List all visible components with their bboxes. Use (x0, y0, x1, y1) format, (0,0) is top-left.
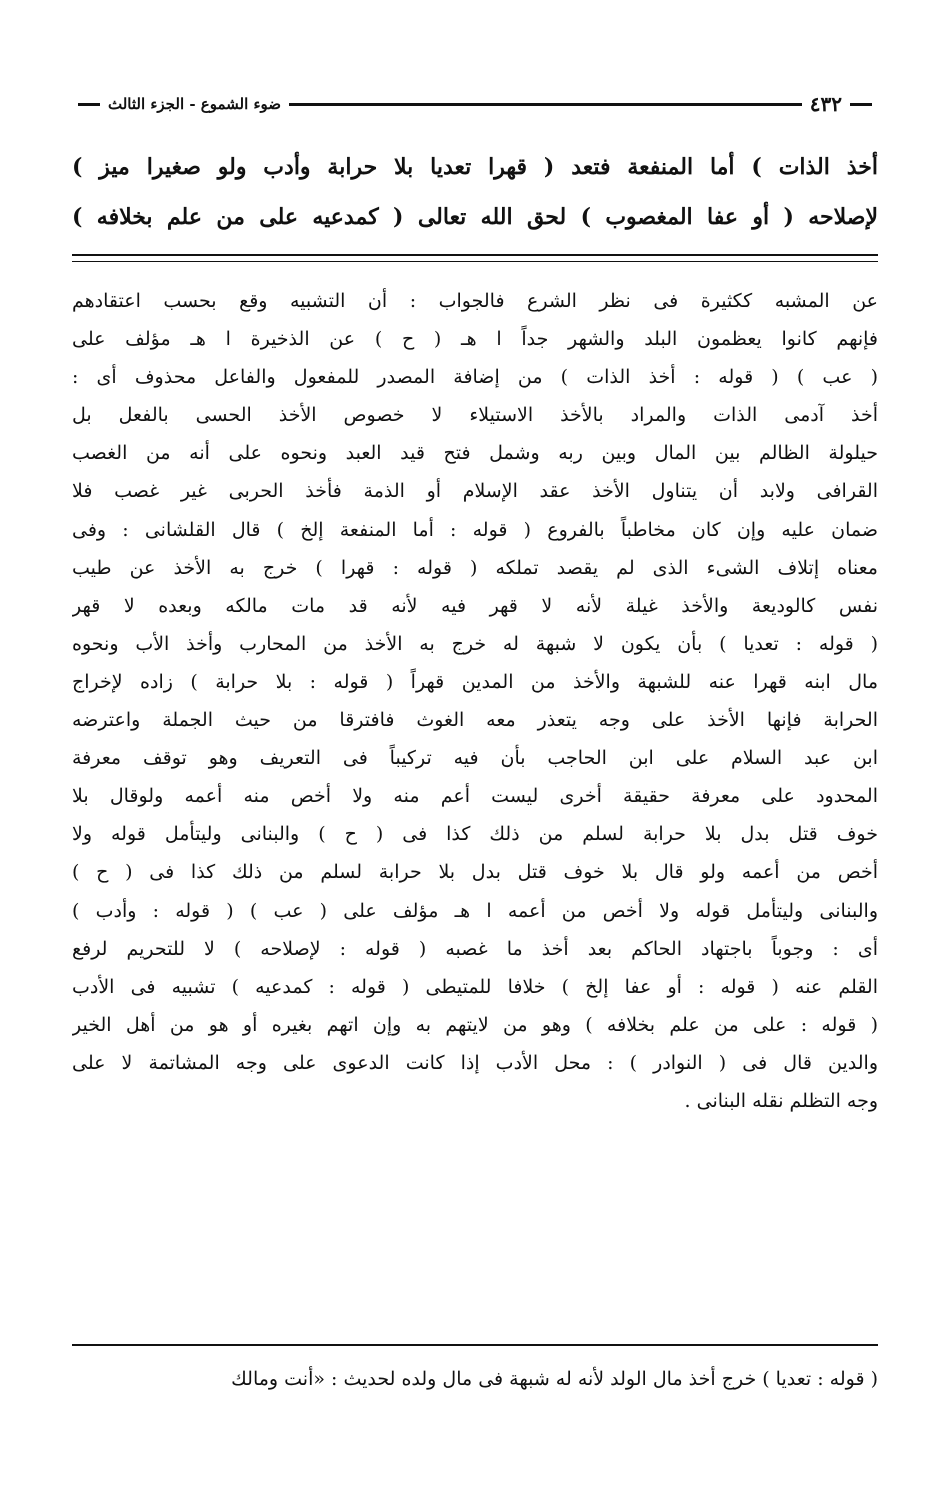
commentary-line: ابن عبد السلام على ابن الحاجب بأن فيه تركيباً فى التعريف وهو توقف معرفة (72, 747, 878, 770)
commentary-line: ضمان عليه وإن كان مخاطباً بالفروع ( قوله : أما المنفعة إلخ ) قال القلشانى : وفى (72, 518, 878, 541)
separator-rule-thick (72, 254, 878, 256)
header-rule-left (78, 103, 100, 106)
commentary-line: معناه إتلاف الشىء الذى لم يقصد تملكه ( قوله : قهرا ) خرج به الأخذ عن طيب (72, 556, 878, 579)
matn-line: لإصلاحه ( أو عفا المغصوب ) لحق الله تعالى ( كمدعيه على من علم بخلافه ) (72, 204, 878, 230)
commentary-line: المحدود على معرفة حقيقة أخرى ليست أعم منه ولا أخص منه أعمه ولوقال بلا (72, 785, 878, 808)
header-rule-middle (289, 103, 802, 106)
commentary-line: الحرابة فإنها الأخذ على وجه يتعذر معه الغوث فافترقا من حيث الجملة واعترضه (72, 709, 878, 732)
commentary-line: أخص من أعمه ولو قال بلا خوف قتل بدل بلا حرابة لسلم من ذلك كذا فى ( ح ) (72, 861, 878, 884)
commentary-line: خوف قتل بدل بلا حرابة لسلم من ذلك كذا فى ( ح ) والبنانى وليتأمل قوله ولا (72, 823, 878, 846)
separator-rule-thin (72, 261, 878, 262)
commentary-line: عن المشبه ككثيرة فى نظر الشرع فالجواب : أن التشبيه وقع بحسب اعتقادهم (72, 290, 878, 312)
commentary-line: ( قوله : على من علم بخلافه ) وهو من لايتهم به وإن اتهم بغيره أو هو من أهل الخير (72, 1013, 878, 1036)
commentary-line: ( قوله : تعديا ) بأن يكون لا شبهة له خرج به الأخذ من المحارب وأخذ الأب ونحوه (72, 632, 878, 655)
footnote-rule (72, 1344, 878, 1346)
matn-text (72, 142, 878, 242)
commentary-line: ( عب ) ( قوله : أخذ الذات ) من إضافة المصدر للمفعول والفاعل محذوف أى : (72, 366, 878, 389)
book-title: ضوء الشموع - الجزء الثالث (108, 95, 282, 113)
footnote-text: ( قوله : تعديا ) خرج أخذ مال الولد لأنه له شبهة فى مال ولده لحديث : «أنت ومالك (231, 1368, 878, 1390)
commentary-line: والدين قال فى ( النوادر ) : محل الأدب إذا كانت الدعوى على وجه المشاتمة لا على (72, 1051, 878, 1074)
matn-line: أخذ الذات ) أما المنفعة فتعد ( قهرا تعديا بلا حرابة وأدب ولو صغيرا ميز ) (72, 154, 878, 180)
running-header (70, 92, 880, 116)
commentary-line: فإنهم كانوا يعظمون البلد والشهر جداً ا هـ ( ح ) عن الذخيرة ا هـ مؤلف على (72, 328, 878, 351)
commentary-line: أخذ آدمى الذات والمراد بالأخذ الاستيلاء لا خصوص الأخذ الحسى بالفعل بل (72, 404, 878, 427)
commentary-line: والبنانى وليتأمل قوله ولا أخص من أعمه ا هـ مؤلف على ( عب ) ( قوله : وأدب ) (72, 899, 878, 922)
commentary-line: القرافى ولابد أن يتناول الأخذ عقد الإسلام أو الذمة فأخذ الحربى غير غصب فلا (72, 480, 878, 503)
header-rule-right (850, 103, 872, 106)
page-number: ٤٣٢ (809, 92, 842, 116)
commentary-line: مال ابنه قهرا عنه للشبهة والأخذ من المدين قهراً ( قوله : بلا حرابة ) زاده لإخراج (72, 670, 878, 693)
commentary-line: وجه التظلم نقله البنانى . (684, 1089, 878, 1112)
commentary-line: حيلولة الظالم بين المال وبين ربه وشمل فتح قيد العبد ونحوه على أنه من الغصب (72, 442, 878, 465)
commentary-line: أى : وجوباً باجتهاد الحاكم بعد أخذ ما غصبه ( قوله : لإصلاحه ) لا للتحريم لرفع (72, 937, 878, 960)
commentary-line: نفس كالوديعة والأخذ غيلة لأنه لا قهر فيه لأنه قد مات مالكه وبعده لا قهر (72, 594, 878, 617)
commentary-text (72, 282, 878, 1120)
commentary-line: القلم عنه ( قوله : أو عفا إلخ ) خلافا للمتيطى ( قوله : كمدعيه ) تشبيه فى الأدب (72, 975, 878, 998)
